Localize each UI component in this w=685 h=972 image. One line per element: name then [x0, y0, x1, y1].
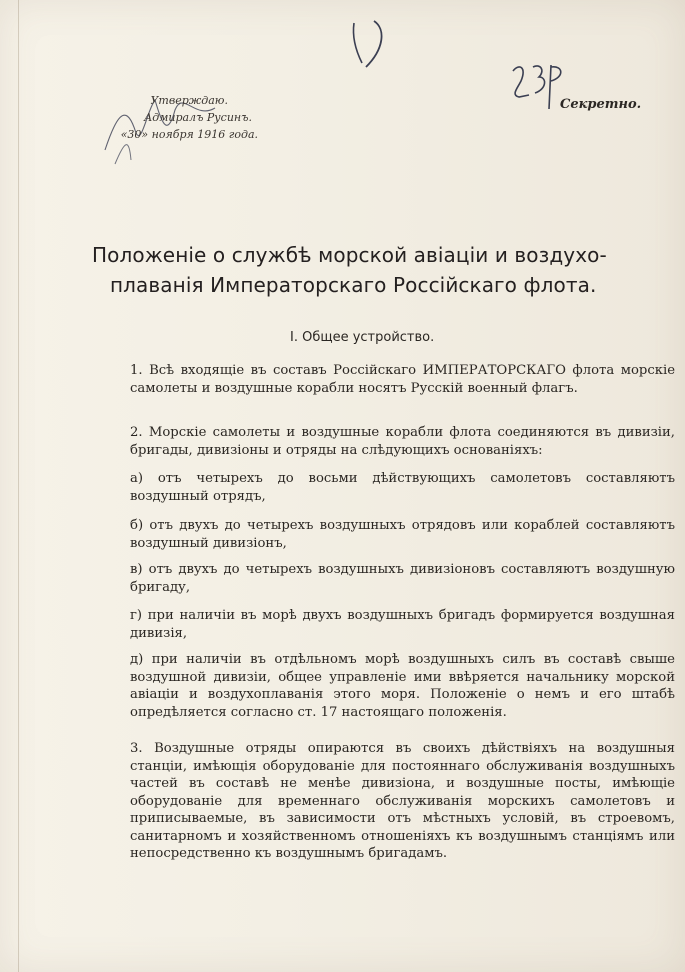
paragraph-3: 3. Воздушные отряды опираются въ своихъ дѣйствіяхъ на воздушныя станціи, имѣющія оборудованіе для постояннаго обслуживанія воздушныхъ частей въ составѣ не менѣе дивизіона, и воздушные посты, имѣющіе оборудованіе для временнаго обслуживанія морскихъ самолетовъ и приписываемые, въ зависимости отъ мѣстныхъ условій, въ строевомъ, санитарномъ и хозяйственномъ отношеніяхъ къ воздушнымъ станціямъ или непосредственно къ воздушнымъ бригадамъ.: [130, 741, 675, 861]
paragraph-2g: г) при наличіи въ морѣ двухъ воздушныхъ бригадъ формируется воздушная дивизія,: [130, 608, 675, 641]
handwritten-folio-mark: [505, 55, 575, 125]
handwritten-number-mark: [340, 15, 400, 75]
approval-block: [108, 92, 258, 143]
document-title: [92, 240, 652, 300]
paragraph-2b: б) отъ двухъ до четырехъ воздушныхъ отрядовъ или кораблей составляютъ воздушный дивизіонъ,: [130, 518, 675, 551]
title-line-2: плаванія Императорскаго Россійскаго флота.: [110, 273, 597, 297]
paragraph-2a: а) отъ четырехъ до восьми дѣйствующихъ самолетовъ составляютъ воздушный отрядъ,: [130, 471, 675, 504]
paragraph-2v: в) отъ двухъ до четырехъ воздушныхъ дивизіоновъ составляютъ воздушную бригаду,: [130, 562, 675, 595]
page-fold-line: [18, 0, 19, 972]
approval-approved: Утверждаю.: [150, 94, 228, 107]
paragraph-2: 2. Морскіе самолеты и воздушные корабли флота соединяются въ дивизіи, бригады, дивизіоны и отряды на слѣдующихъ основаніяхъ:: [130, 425, 675, 458]
approval-admiral: Адмиралъ Русинъ.: [143, 111, 252, 124]
approval-date: «30» ноября 1916 года.: [120, 128, 258, 141]
paragraph-2d: д) при наличіи въ отдѣльномъ морѣ воздушныхъ силъ въ составѣ свыше воздушной дивизіи, общее управленіе ими ввѣряется начальнику морской авіаціи и воздухоплаванія этого моря. Положеніе о немъ и его штабѣ опредѣляется согласно ст. 17 настоящаго положенія.: [130, 652, 675, 720]
title-line-1: Положеніе о службѣ морской авіаціи и воздухо-: [92, 243, 607, 267]
section-heading: I. Общее устройство.: [290, 330, 435, 345]
secret-label: Секретно.: [560, 97, 642, 112]
paragraph-1: 1. Всѣ входящіе въ составъ Россійскаго ИМПЕРАТОРСКАГО флота морскіе самолеты и воздушные корабли носятъ Русскій военный флагъ.: [130, 363, 675, 396]
